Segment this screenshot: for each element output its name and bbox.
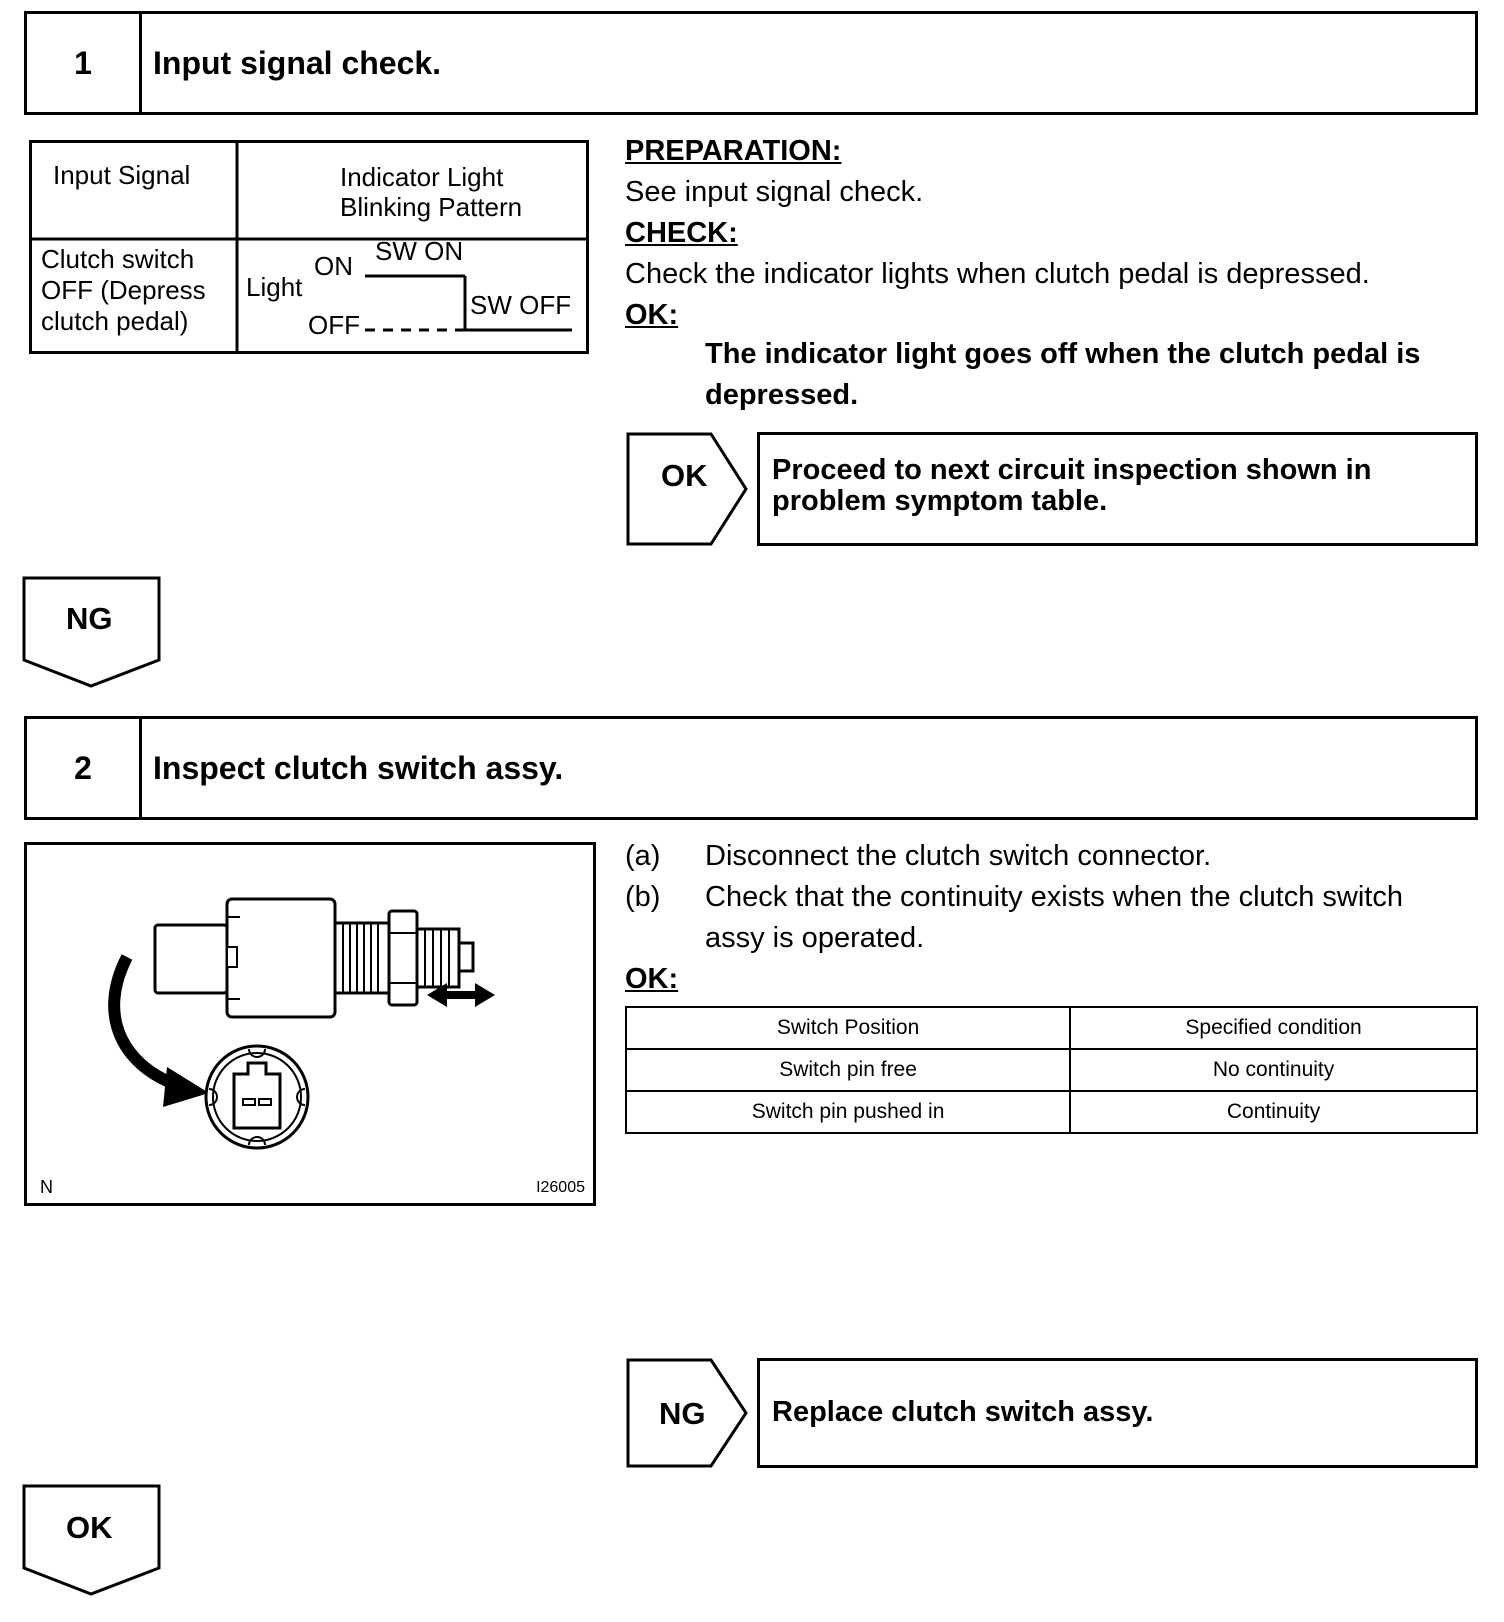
row-input-line3: clutch pedal) — [41, 306, 189, 336]
item-b-marker: (b) — [625, 881, 661, 913]
step-number: 2 — [27, 719, 142, 817]
result-ok-line2: problem symptom table. — [772, 485, 1108, 517]
header-input-signal: Input Signal — [53, 160, 191, 190]
item-b-text-line2: assy is operated. — [705, 922, 925, 954]
check-header: CHECK: — [625, 217, 738, 249]
ok-header-2: OK: — [625, 963, 679, 995]
header-pattern-line1: Indicator Light — [340, 162, 504, 192]
result-ng-text: Replace clutch switch assy. — [772, 1396, 1154, 1428]
ok-down-arrow-label: OK — [66, 1510, 113, 1545]
ng-down-arrow-label: NG — [66, 601, 113, 636]
preparation-text: See input signal check. — [625, 176, 924, 208]
header-pattern-line2: Blinking Pattern — [340, 192, 523, 222]
step-2-header — [24, 716, 1478, 820]
ng-arrow-label: NG — [659, 1396, 706, 1431]
table-cell: No continuity — [1070, 1049, 1477, 1091]
row-input-line1: Clutch switch — [41, 244, 195, 274]
table-cell: Switch pin free — [626, 1049, 1070, 1091]
table-header-cell: Switch Position — [626, 1007, 1070, 1049]
light-label: Light — [246, 272, 303, 302]
sw-on-label: SW ON — [375, 236, 464, 266]
row-input-line2: OFF (Depress — [41, 275, 206, 305]
specified-condition-table — [625, 1006, 1478, 1134]
on-label: ON — [314, 251, 353, 281]
result-ok-box — [757, 432, 1478, 546]
result-ok-line1: Proceed to next circuit inspection shown in — [772, 454, 1372, 486]
table-cell: Continuity — [1070, 1091, 1477, 1133]
table-header-row — [626, 1007, 1477, 1049]
clutch-switch-illustration — [24, 842, 596, 1206]
step-number: 1 — [27, 14, 142, 112]
table-row — [626, 1091, 1477, 1133]
item-a-text: Disconnect the clutch switch connector. — [705, 840, 1212, 872]
step-title: Inspect clutch switch assy. — [153, 749, 564, 786]
table-header-cell: Specified condition — [1070, 1007, 1477, 1049]
sw-off-label: SW OFF — [470, 290, 572, 320]
item-b-text-line1: Check that the continuity exists when the clutch switch — [705, 881, 1403, 913]
ok-arrow-label: OK — [661, 458, 708, 493]
table-cell: Switch pin pushed in — [626, 1091, 1070, 1133]
result-ng-box — [757, 1358, 1478, 1468]
preparation-header: PREPARATION: — [625, 135, 842, 167]
step-title: Input signal check. — [153, 44, 442, 81]
clutch-switch-drawing — [27, 845, 593, 1203]
ok-text-line1: The indicator light goes off when the clutch pedal is — [705, 338, 1421, 370]
input-signal-table — [29, 140, 589, 354]
step-1-header — [24, 11, 1478, 115]
ok-text-line2: depressed. — [705, 379, 859, 411]
item-a-marker: (a) — [625, 840, 661, 872]
off-label: OFF — [308, 310, 360, 340]
table-row — [626, 1049, 1477, 1091]
check-text: Check the indicator lights when clutch pedal is depressed. — [625, 258, 1370, 290]
ok-header: OK: — [625, 299, 679, 331]
illustration-corner-left: N — [40, 1177, 53, 1197]
illustration-id: I26005 — [536, 1179, 585, 1196]
